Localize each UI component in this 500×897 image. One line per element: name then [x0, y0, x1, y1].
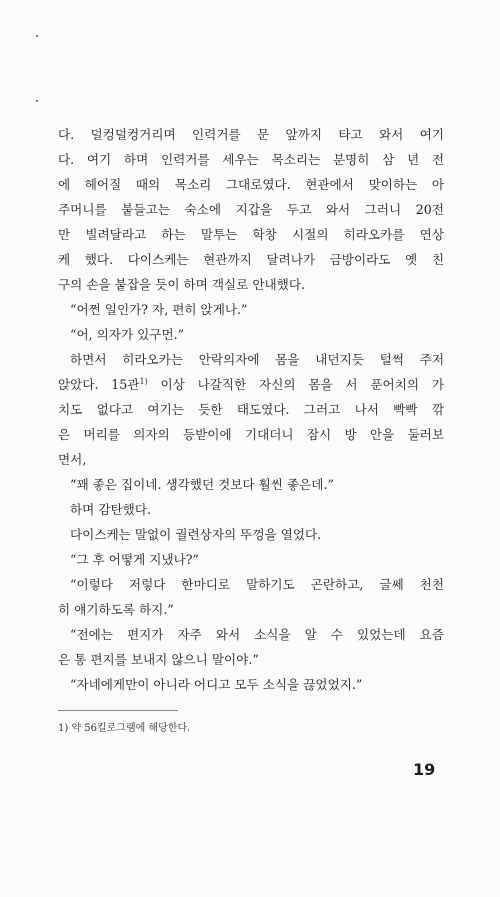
text-line: 만 빌려달라고 하는 말투는 학창 시절의 히라오카를 연상 — [58, 227, 444, 242]
dialogue-line: “어쩐 일인가? 자, 편히 앉게나.” — [70, 302, 248, 317]
dialogue-line: “꽤 좋은 집이네. 생각했던 것보다 훨씬 좋은데.” — [70, 477, 334, 492]
footnote-reference: 1) — [139, 376, 148, 386]
text-fragment: 앉았다. 15관 — [58, 377, 140, 392]
speck-mark — [36, 100, 38, 102]
text-line-with-footnote-ref — [58, 372, 444, 397]
speck-mark — [36, 35, 38, 37]
text-line: 하면서 히라오카는 안락의자에 몸을 내던지듯 털썩 주저 — [70, 352, 444, 367]
dialogue-line: “이렇다 저렇다 한마디로 말하기도 곤란하고, 글쎄 천천 — [70, 577, 444, 592]
page-number: 19 — [413, 760, 436, 779]
text-line: 은 머리를 의자의 등받이에 기대더니 잠시 방 안을 둘러보 — [58, 427, 444, 442]
dialogue-line: 히 얘기하도록 하지.” — [58, 602, 174, 617]
text-line: 다이스케는 말없이 궐련상자의 뚜껑을 열었다. — [70, 527, 322, 542]
text-line: 다. 여기 하며 인력거를 세우는 목소리는 분명히 삼 년 전 — [58, 152, 444, 167]
text-line: 에 헤어질 때의 목소리 그대로였다. 현관에서 맞이하는 아 — [58, 177, 444, 192]
text-line: 구의 손을 붙잡을 듯이 하며 객실로 안내했다. — [58, 277, 306, 292]
footnote: 1) 약 56킬로그램에 해당한다. — [58, 723, 191, 734]
body-text — [58, 122, 444, 697]
text-fragment: 이상 나갈직한 자신의 몸을 서 푼어치의 가 — [147, 377, 444, 392]
dialogue-line: “어, 의자가 있구먼.” — [70, 327, 185, 342]
text-line: 하며 감탄했다. — [70, 502, 151, 517]
dialogue-line: “전에는 편지가 자주 와서 소식을 알 수 있었는데 요즘 — [70, 627, 444, 642]
text-line: 주머니를 붙들고는 숙소에 지갑을 두고 와서 그러니 20전 — [58, 202, 444, 217]
text-line: 다. 덜컹덜컹거리며 인력거를 문 앞까지 타고 와서 여기 — [58, 127, 444, 142]
text-line: 치도 없다고 여기는 듯한 태도였다. 그러고 나서 빡빡 깎 — [58, 402, 444, 417]
dialogue-line: “그 후 어떻게 지냈나?” — [70, 552, 199, 567]
text-line: 케 했다. 다이스케는 현관까지 달려나가 금방이라도 옛 친 — [58, 252, 444, 267]
text-line: 면서, — [58, 452, 87, 467]
dialogue-line: “자네에게만이 아니라 어디고 모두 소식을 끊었었지.” — [70, 677, 363, 692]
dialogue-line: 은 통 편지를 보내지 않으니 말이야.” — [58, 652, 259, 667]
footnote-divider — [58, 710, 178, 711]
